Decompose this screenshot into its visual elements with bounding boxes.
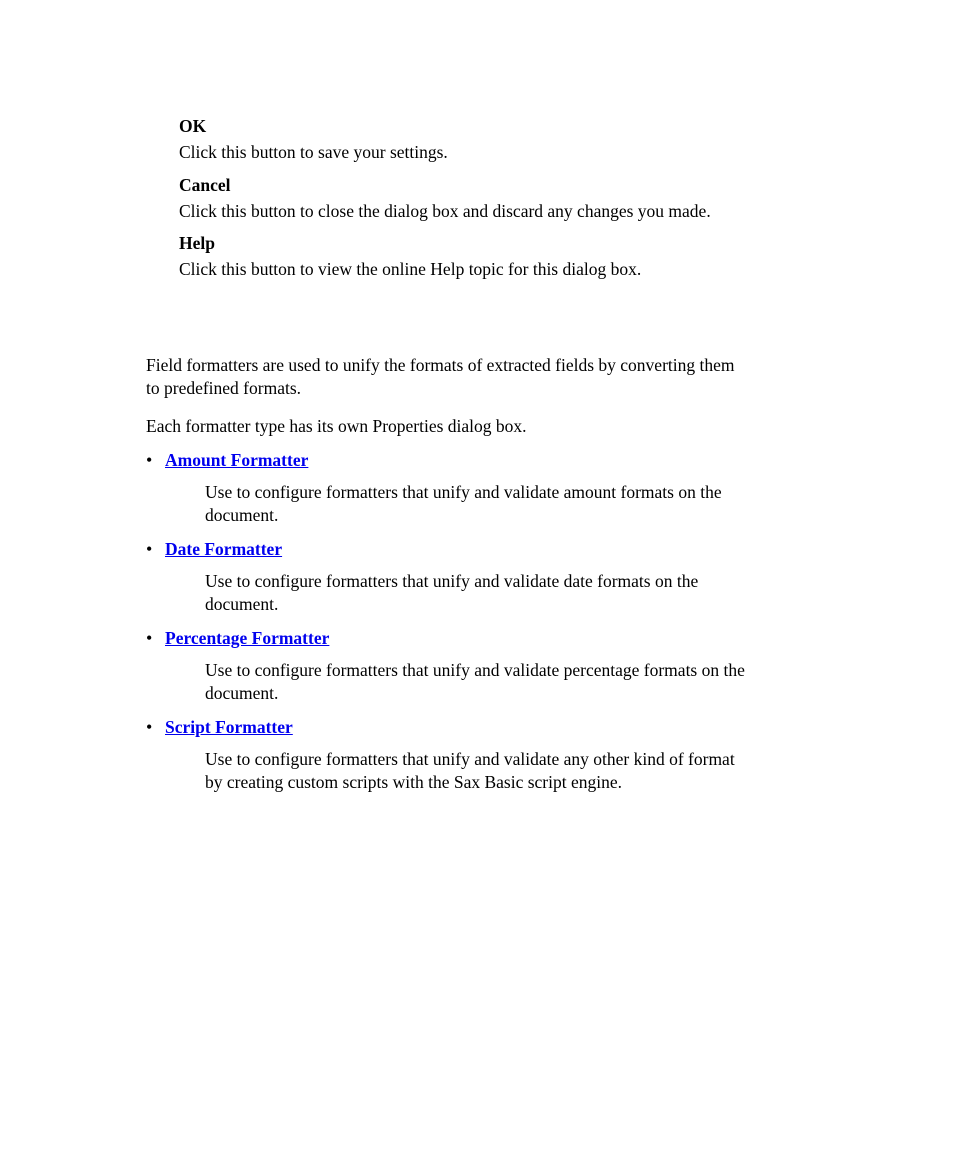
help-term: Help xyxy=(179,233,215,253)
date-formatter-link[interactable]: Date Formatter xyxy=(165,539,283,559)
script-formatter-link[interactable]: Script Formatter xyxy=(165,717,293,737)
intro-paragraph-line2: to predefined formats. xyxy=(146,378,302,398)
date-formatter-desc-line1: Use to configure formatters that unify and validate date formats on the xyxy=(205,571,699,591)
ok-description: Click this button to save your settings. xyxy=(179,142,448,162)
bullet-icon: • xyxy=(146,450,153,470)
script-formatter-desc-line2: by creating custom scripts with the Sax Basic script engine. xyxy=(205,772,622,792)
intro-paragraph-2: Each formatter type has its own Properties dialog box. xyxy=(146,416,527,436)
bullet-icon: • xyxy=(146,539,153,559)
amount-formatter-desc-line1: Use to configure formatters that unify and validate amount formats on the xyxy=(205,482,722,502)
cancel-term: Cancel xyxy=(179,175,231,195)
bullet-icon: • xyxy=(146,628,153,648)
ok-term: OK xyxy=(179,116,207,136)
percentage-formatter-link[interactable]: Percentage Formatter xyxy=(165,628,330,648)
help-description: Click this button to view the online Help topic for this dialog box. xyxy=(179,259,642,279)
amount-formatter-link[interactable]: Amount Formatter xyxy=(165,450,309,470)
cancel-description: Click this button to close the dialog box and discard any changes you made. xyxy=(179,201,711,221)
percentage-formatter-desc-line1: Use to configure formatters that unify and validate percentage formats on the xyxy=(205,660,745,680)
date-formatter-desc-line2: document. xyxy=(205,594,279,614)
intro-paragraph-line1: Field formatters are used to unify the formats of extracted fields by converting them xyxy=(146,355,735,375)
amount-formatter-desc-line2: document. xyxy=(205,505,279,525)
script-formatter-desc-line1: Use to configure formatters that unify and validate any other kind of format xyxy=(205,749,735,769)
percentage-formatter-desc-line2: document. xyxy=(205,683,279,703)
bullet-icon: • xyxy=(146,717,153,737)
